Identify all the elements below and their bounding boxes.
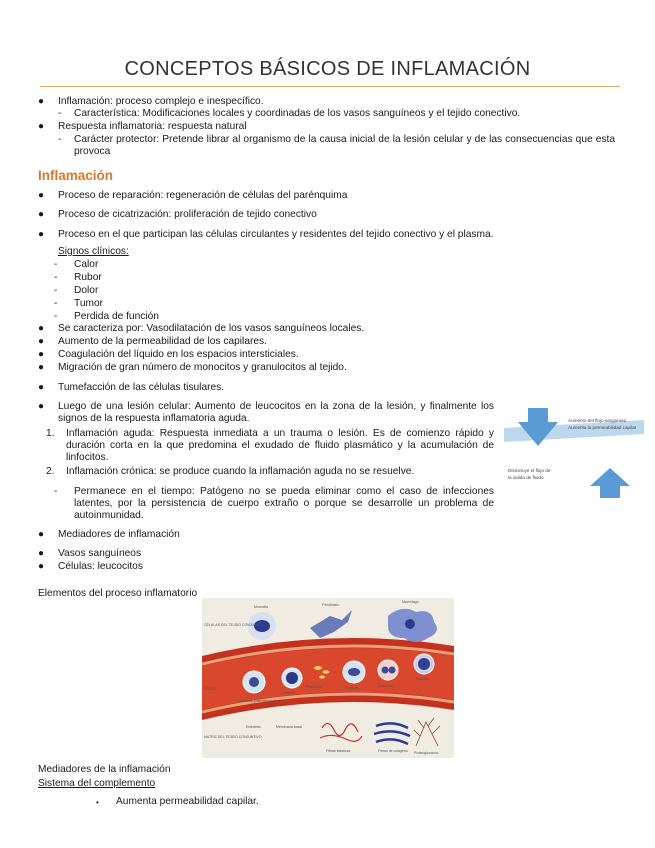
- intro-item: Inflamación: proceso complejo e inespecífico.: [58, 96, 264, 107]
- dash-icon: -: [54, 298, 58, 309]
- bullet-icon: ●: [38, 401, 45, 412]
- bullet-icon: ●: [38, 529, 45, 540]
- bullet-icon: ●: [38, 362, 45, 373]
- clinical-sign: Tumor: [74, 298, 104, 309]
- label-proteoglycans: Proteoglucanos: [414, 751, 439, 755]
- mediators-title: Mediadores de la inflamación: [38, 764, 171, 775]
- label-cells-tissue: CÉLULAS DEL TEJIDO CONJUNTIVO: [204, 623, 265, 627]
- diagram-label-bottom-1: Disminuye el flujo de: [508, 468, 551, 473]
- label-elastic: Fibras elásticas: [326, 749, 351, 753]
- clinical-sign: Rubor: [74, 272, 102, 283]
- mediator-item: Células: leucocitos: [58, 561, 143, 572]
- process-item: Proceso de cicatrización: proliferación de tejido conectivo: [58, 209, 317, 220]
- dash-icon: -: [54, 259, 58, 270]
- characteristic-item: Tumefacción de las células tisulares.: [58, 382, 225, 393]
- dash-icon: -: [54, 311, 58, 322]
- label-matrix: MATRIZ DEL TEJIDO CONJUNTIVO: [204, 735, 262, 739]
- bullet-icon: ●: [38, 382, 45, 393]
- eosinophil-cell: [378, 660, 398, 680]
- dash-icon: -: [58, 134, 62, 145]
- inflammation-figure: [202, 598, 454, 758]
- dash-icon: -: [54, 285, 58, 296]
- clinical-sign: Calor: [74, 259, 99, 270]
- neutrophil-cell: [243, 671, 265, 693]
- diagram-label-top-1: Aumento del flujo sanguíneo: [568, 418, 627, 423]
- bullet-icon: ●: [38, 323, 45, 334]
- diagram-label-top-2: Aumenta la permeabilidad capilar: [568, 425, 637, 430]
- bullet-icon: ●: [38, 561, 45, 572]
- intro-subitem: Carácter protector: Pretende librar al organismo de la causa inicial de la lesión celular y de las consecuencias que esta provoca: [74, 134, 615, 157]
- figure-caption: Elementos del proceso inflamatorio: [38, 588, 198, 599]
- lymphocyte-cell: [282, 668, 302, 688]
- label-neutrophil: Leucocito polimorfonuclear: [238, 699, 280, 703]
- bullet-icon: ●: [38, 121, 45, 132]
- process-item: Proceso en el que participan las células circulantes y residentes del tejido conectivo y el plasma.: [58, 229, 494, 240]
- dot-icon: •: [96, 798, 99, 807]
- dash-icon: -: [58, 108, 62, 119]
- label-lymphocyte: Linfocito: [282, 691, 296, 695]
- flow-diagram: [504, 408, 644, 498]
- complement-item: Aumenta permeabilidad capilar.: [116, 796, 259, 807]
- dash-icon: -: [54, 272, 58, 283]
- chronic-inflammation: Inflamación crónica: se produce cuando la inflamación aguda no se resuelve.: [66, 466, 415, 477]
- label-monocyte: Monocito: [254, 605, 269, 609]
- characteristic-item: Coagulación del líquido en los espacios intersticiales.: [58, 349, 299, 360]
- mediator-item: Mediadores de inflamación: [58, 529, 180, 540]
- arrow-up-icon: [590, 468, 630, 498]
- label-monocyte-vessel: Monocito: [345, 686, 360, 690]
- clinical-sign: Perdida de función: [74, 311, 159, 322]
- complement-title: Sistema del complemento: [38, 778, 156, 789]
- bullet-icon: ●: [38, 349, 45, 360]
- bullet-icon: ●: [38, 548, 45, 559]
- acute-inflammation: Inflamación aguda: Respuesta inmediata a un trauma o lesión. Es de comienzo rápido y duración corta en la que predomina el exudado de fluido plasmático y la acumulación de linfocitos.: [66, 428, 494, 463]
- dash-icon: -: [54, 486, 58, 497]
- characteristic-item: Aumento de la permeabilidad de los capilares.: [58, 336, 267, 347]
- page-title: CONCEPTOS BÁSICOS DE INFLAMACIÓN: [124, 58, 531, 80]
- label-platelets: Plaquetas: [306, 685, 322, 689]
- label-collagen: Fibras de colágeno: [378, 749, 408, 753]
- bullet-icon: ●: [38, 190, 45, 201]
- bullet-icon: ●: [38, 229, 45, 240]
- basophil-cell: [414, 654, 434, 674]
- monocyte-cell: [343, 661, 365, 683]
- label-eosinophil: Eosinófilo: [378, 684, 394, 688]
- list-number: 2.: [46, 466, 55, 477]
- characteristic-item: Migración de gran número de monocitos y granulocitos al tejido.: [58, 362, 347, 373]
- section-heading: Inflamación: [38, 168, 114, 183]
- list-number: 1.: [46, 428, 55, 439]
- label-macrophage: Macrófago: [402, 600, 419, 604]
- intro-item: Respuesta inflamatoria: respuesta natural: [58, 121, 247, 132]
- after-injury-text: Luego de una lesión celular: Aumento de leucocitos en la zona de la lesión, y finalmente los signos de la respuesta inflamatoria aguda.: [58, 401, 494, 424]
- process-item: Proceso de reparación: regeneración de células del parénquima: [58, 190, 348, 201]
- label-endothelium: Endotelio: [246, 725, 261, 729]
- bullet-icon: ●: [38, 336, 45, 347]
- intro-subitem: Característica: Modificaciones locales y coordinadas de los vasos sanguíneos y el tejido conectivo.: [74, 108, 521, 119]
- bullet-icon: ●: [38, 96, 45, 107]
- bullet-icon: ●: [38, 209, 45, 220]
- label-basophil: Basófilo: [416, 677, 429, 681]
- chronic-detail: Permanece en el tiempo: Patógeno no se pueda eliminar como el caso de infecciones latentes, por la persistencia de cuerpo extraño o porque se desarrolle un problema de autoinmunidad.: [74, 486, 494, 521]
- mediator-item: Vasos sanguíneos: [58, 548, 142, 559]
- title-divider: [40, 86, 620, 87]
- clinical-signs-title: Signos clínicos:: [58, 246, 129, 257]
- diagram-label-bottom-2: la salida de fluido: [508, 475, 544, 480]
- label-vessel: VASOS: [204, 687, 216, 691]
- clinical-sign: Dolor: [74, 285, 99, 296]
- label-basement: Membrana basal: [276, 725, 303, 729]
- label-fibroblast: Fibroblasto: [322, 603, 340, 607]
- characteristic-item: Se caracteriza por: Vasodilatación de los vasos sanguíneos locales.: [58, 323, 365, 334]
